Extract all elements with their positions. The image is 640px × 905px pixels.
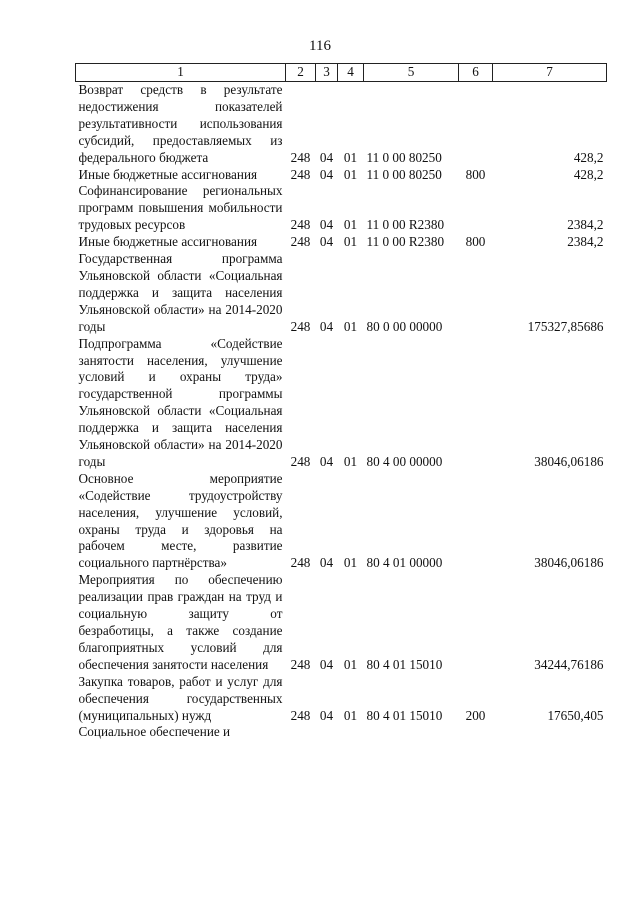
row-name: Подпрограмма «Содействие занятости населения, улучшение условий и охраны труда» государственной программы Ульяновской области «Социальная поддержка и защита населения Ульяновской области» на 2014-2020 годы bbox=[78, 335, 283, 469]
row-amount: 34244,76186 bbox=[534, 656, 604, 672]
row-amount: 17650,405 bbox=[547, 707, 604, 723]
row-amount: 38046,06186 bbox=[534, 453, 604, 469]
row-expense-type bbox=[459, 183, 493, 234]
row-section bbox=[316, 724, 338, 741]
table-row bbox=[76, 572, 607, 673]
row-name: Возврат средств в результате недостижения показателей результативности использования субсидий, предоставляемых из федерального бюджета bbox=[78, 82, 283, 165]
row-section: 04 bbox=[319, 318, 334, 334]
row-target-code: 11 0 00 R2380 bbox=[366, 217, 445, 233]
row-subsection: 01 bbox=[343, 149, 358, 165]
row-grbs: 248 bbox=[290, 217, 311, 233]
row-name: Социальное обеспечение и bbox=[78, 724, 231, 740]
row-section: 04 bbox=[319, 149, 334, 165]
row-target-code: 80 4 01 15010 bbox=[366, 707, 443, 723]
row-grbs: 248 bbox=[290, 166, 311, 182]
row-target-code: 11 0 00 R2380 bbox=[366, 234, 445, 250]
row-name: Иные бюджетные ассигнования bbox=[78, 234, 258, 250]
row-expense-type bbox=[459, 471, 493, 572]
row-expense-type bbox=[459, 336, 493, 471]
table-body bbox=[76, 82, 607, 742]
row-subsection: 01 bbox=[343, 453, 358, 469]
row-subsection: 01 bbox=[343, 707, 358, 723]
row-expense-type bbox=[459, 724, 493, 741]
row-target-code: 80 4 01 15010 bbox=[366, 656, 443, 672]
row-amount bbox=[493, 724, 607, 741]
table-header-row bbox=[76, 64, 607, 82]
row-expense-type bbox=[459, 251, 493, 336]
table-row bbox=[76, 336, 607, 471]
row-expense-type bbox=[459, 82, 493, 167]
row-name: Закупка товаров, работ и услуг для обеспечения государственных (муниципальных) нужд bbox=[78, 673, 283, 723]
row-grbs bbox=[286, 724, 316, 741]
row-section: 04 bbox=[319, 707, 334, 723]
row-amount: 38046,06186 bbox=[534, 555, 604, 571]
row-expense-type: 800 bbox=[465, 234, 486, 250]
table-row bbox=[76, 167, 607, 184]
column-header: 7 bbox=[493, 64, 607, 82]
column-header: 3 bbox=[316, 64, 338, 82]
row-subsection: 01 bbox=[343, 217, 358, 233]
row-expense-type bbox=[459, 572, 493, 673]
row-expense-type: 200 bbox=[465, 707, 486, 723]
row-name: Софинансирование региональных программ повышения мобильности трудовых ресурсов bbox=[78, 183, 283, 233]
column-header: 2 bbox=[286, 64, 316, 82]
column-header: 5 bbox=[364, 64, 459, 82]
row-subsection: 01 bbox=[343, 166, 358, 182]
row-section: 04 bbox=[319, 217, 334, 233]
row-grbs: 248 bbox=[290, 234, 311, 250]
row-name: Иные бюджетные ассигнования bbox=[78, 166, 258, 182]
column-header: 1 bbox=[76, 64, 286, 82]
row-grbs: 248 bbox=[290, 555, 311, 571]
table-row bbox=[76, 724, 607, 741]
column-header: 4 bbox=[338, 64, 364, 82]
row-grbs: 248 bbox=[290, 453, 311, 469]
row-section: 04 bbox=[319, 166, 334, 182]
row-expense-type: 800 bbox=[465, 166, 486, 182]
row-subsection: 01 bbox=[343, 656, 358, 672]
page-number: 116 bbox=[309, 38, 331, 54]
column-header: 6 bbox=[459, 64, 493, 82]
row-name: Мероприятия по обеспечению реализации прав граждан на труд и социальную защиту от безработицы, а также создание благоприятных условий для обеспечения занятости населения bbox=[78, 572, 283, 672]
row-amount: 428,2 bbox=[573, 149, 604, 165]
row-target-code: 11 0 00 80250 bbox=[366, 166, 442, 182]
table-row bbox=[76, 674, 607, 725]
row-target-code bbox=[364, 724, 459, 741]
row-name: Государственная программа Ульяновской области «Социальная поддержка и защита населения Ульяновской области» на 2014-2020 годы bbox=[78, 251, 283, 334]
row-section: 04 bbox=[319, 453, 334, 469]
row-section: 04 bbox=[319, 234, 334, 250]
budget-table bbox=[75, 63, 607, 741]
table-row bbox=[76, 82, 607, 167]
row-grbs: 248 bbox=[290, 707, 311, 723]
row-amount: 2384,2 bbox=[567, 234, 604, 250]
table-row bbox=[76, 234, 607, 251]
row-section: 04 bbox=[319, 656, 334, 672]
row-grbs: 248 bbox=[290, 149, 311, 165]
row-target-code: 80 0 00 00000 bbox=[366, 318, 443, 334]
row-subsection: 01 bbox=[343, 234, 358, 250]
row-grbs: 248 bbox=[290, 656, 311, 672]
table-row bbox=[76, 471, 607, 572]
row-amount: 175327,85686 bbox=[527, 318, 604, 334]
row-amount: 2384,2 bbox=[567, 217, 604, 233]
table-row bbox=[76, 251, 607, 336]
table-row bbox=[76, 183, 607, 234]
row-grbs: 248 bbox=[290, 318, 311, 334]
row-target-code: 80 4 00 00000 bbox=[366, 453, 443, 469]
row-name: Основное мероприятие «Содействие трудоустройству населения, улучшение условий, охраны труда и здоровья на рабочем месте, развитие социального партнёрства» bbox=[78, 470, 283, 571]
row-target-code: 80 4 01 00000 bbox=[366, 555, 443, 571]
row-subsection: 01 bbox=[343, 555, 358, 571]
row-subsection: 01 bbox=[343, 318, 358, 334]
row-target-code: 11 0 00 80250 bbox=[366, 149, 442, 165]
row-section: 04 bbox=[319, 555, 334, 571]
row-subsection bbox=[338, 724, 364, 741]
row-amount: 428,2 bbox=[573, 166, 604, 182]
